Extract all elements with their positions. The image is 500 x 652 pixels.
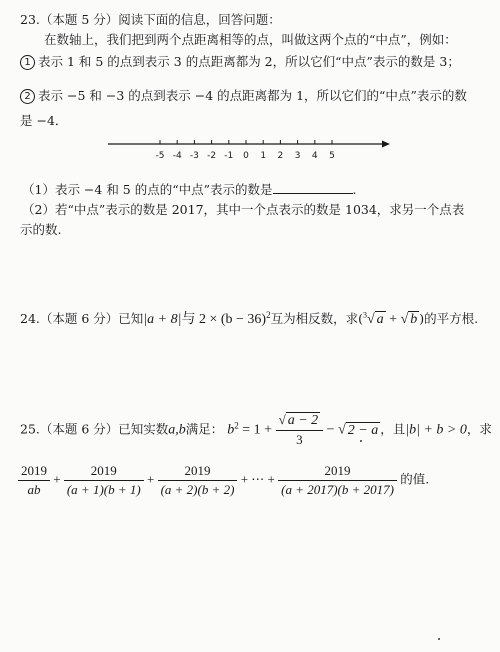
q25-term-3-num: 2019 — [158, 463, 238, 481]
q23-ex2-text: 表示 −5 和 −3 的点到表示 −4 的点距离都为 1，所以它们的“中点”表示的数 — [38, 88, 467, 103]
q23-ex1-text: 表示 1 和 5 的点到表示 3 的点距离都为 2，所以它们“中点”表示的数是 3； — [38, 54, 460, 69]
q24-abs: |a + 8| — [143, 312, 182, 327]
number-line-tick-label: 5 — [329, 151, 335, 161]
number-line-ticks — [156, 140, 335, 161]
q25-vars: a,b — [168, 422, 186, 438]
q25-eq-eq: = 1 + — [238, 422, 276, 438]
number-line-tick-label: -4 — [172, 151, 182, 161]
q23-example-1 — [20, 52, 460, 70]
q25-ellipsis: + ⋯ + — [240, 471, 275, 487]
number-line-tick-label: 3 — [294, 151, 301, 161]
q25-term-1-num: 2019 — [18, 463, 50, 481]
q25-term-4-num: 2019 — [278, 463, 397, 481]
q25-mid: 满足： — [185, 421, 224, 437]
q25-term-1 — [18, 463, 50, 498]
q23-part1 — [22, 180, 357, 198]
number-line-tick-label: 0 — [243, 151, 249, 161]
q24-root1: a — [376, 312, 384, 327]
q25-cond-abs-var: b — [409, 422, 417, 438]
q23-ex2-marker: 2 — [20, 89, 35, 104]
q23-ex2-continued: 是 −4． — [20, 113, 68, 128]
q25-end: 的值. — [400, 471, 430, 487]
q24-mid2: 互为相反数，求( — [270, 311, 363, 326]
q23-part2-line1: （2）若“中点”表示的数是 2017，其中一个点表示的数是 1034，求另一个点表 — [22, 202, 465, 217]
q24-line — [20, 308, 478, 328]
q24-mid: 与 2 × (b − 36) — [181, 312, 267, 327]
number-line-tick-label: 2 — [277, 151, 284, 161]
q23-part1-text: （1）表示 −4 和 5 的点的“中点”表示的数是 — [22, 182, 273, 197]
q25-eq-left: b — [227, 422, 235, 438]
q25-cond-pre: ，且 — [380, 421, 406, 437]
number-line-arrow — [382, 141, 390, 148]
scan-speck — [438, 638, 440, 640]
q23-number: 23. — [20, 12, 40, 27]
scan-speck — [360, 440, 362, 442]
q25-minus: − — [323, 422, 339, 438]
q25-ask: ，求 — [466, 421, 492, 437]
q25-term-1-den: ab — [27, 482, 41, 497]
q25-term-3-den: (a + 2)(b + 2) — [160, 482, 235, 497]
q24-root-index: 3 — [362, 310, 367, 320]
q25-prefix: 25.（本题 6 分）已知实数 — [20, 421, 169, 437]
q25-root-fraction: $\frac{√ a - 2}{3}$ — [276, 412, 324, 448]
q25-root3: 2 − a — [347, 422, 379, 438]
q25-cond-post: + b > 0 — [419, 422, 467, 438]
q25-term-2-den: (a + 1)(b + 1) — [66, 482, 141, 497]
number-line-tick-label: 1 — [260, 151, 267, 161]
number-line-tick-label: 4 — [311, 151, 318, 161]
number-line-tick-label: -1 — [224, 151, 234, 161]
q25-eq-sup: 2 — [234, 420, 239, 431]
q25-term-2 — [64, 463, 144, 498]
q24-prefix: 24.（本题 6 分）已知 — [20, 311, 144, 326]
number-line-tick-label: -2 — [207, 151, 217, 161]
q25-term-4 — [278, 463, 397, 498]
q25-line1: 25.（本题 6 分）已知实数a,b满足： $b^2 = 1$ + $\frac{√ a - 2}{3}$ − √ 2 − a ，且|b| + b > 0，求 — [20, 412, 492, 447]
number-line-tick-label: -3 — [189, 151, 199, 161]
q25-term-3 — [158, 463, 238, 498]
number-line-tick-label: -5 — [155, 151, 165, 161]
q23-part1-end: . — [352, 182, 357, 197]
q25-frac-num-root: a − 2 — [287, 413, 319, 428]
q24-sup: 2 — [266, 309, 271, 320]
q24-suffix: )的平方根. — [419, 311, 479, 326]
q24-abs-expr: a + 8 — [147, 312, 178, 327]
q23-part2-line2: 示的数. — [20, 222, 62, 237]
q23-intro: 在数轴上，我们把到两个点距离相等的点，叫做这两个点的“中点”，例如： — [44, 32, 457, 47]
number-line — [100, 132, 400, 168]
q25-term-2-num: 2019 — [64, 463, 144, 481]
q23-header: （本题 5 分）阅读下面的信息，回答问题： — [39, 12, 281, 27]
q25-cond-abs: |b| — [405, 422, 420, 438]
q24-plus: + — [385, 312, 401, 327]
q25-frac-den: 3 — [296, 432, 303, 447]
q23-ex1-marker: 1 — [20, 55, 35, 70]
answer-blank[interactable] — [273, 183, 353, 194]
q24-root2: b — [410, 312, 418, 327]
q24-roots: $^3$√ a + √ b — [362, 310, 418, 327]
q25-term-4-den: (a + 2017)(b + 2017) — [281, 482, 394, 497]
q23-header-line — [20, 10, 281, 28]
q25-sum-expression: $\frac{2019}{ab}$ + $\frac{2019}{(a + 1)(b + 1)}$ + $\frac{2019}{(a + 2)(b + 2)}$ + ⋯ + $\frac{2019}{(a + 2017)(b + 2017)}$ 的值. — [18, 463, 429, 498]
q23-example-2 — [20, 86, 467, 104]
